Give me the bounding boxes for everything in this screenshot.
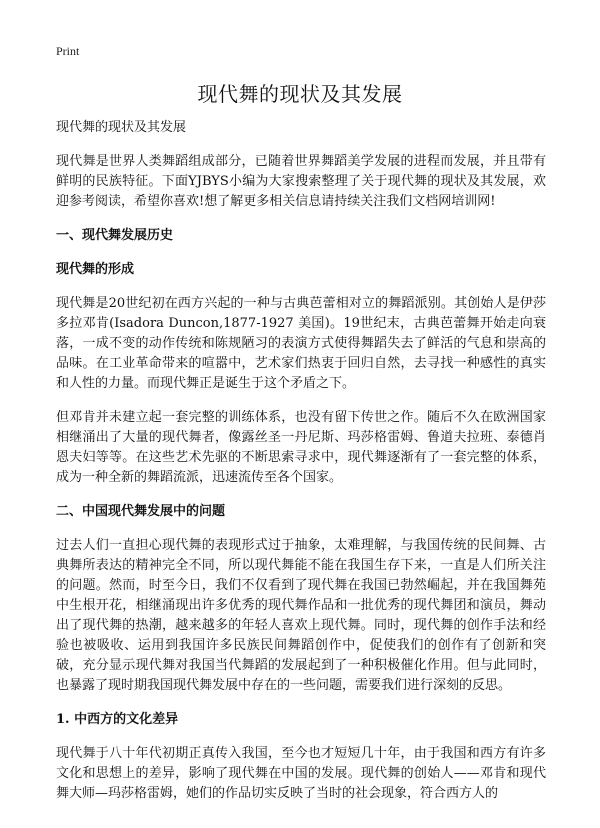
section-heading-history: 一、现代舞发展历史 (56, 228, 174, 243)
print-label: Print (56, 44, 80, 58)
document-title: 现代舞的现状及其发展 (197, 82, 403, 106)
document-subtitle: 现代舞的现状及其发展 (56, 120, 187, 135)
section-heading-problems: 二、中国现代舞发展中的问题 (56, 504, 226, 519)
subsection-heading-formation: 现代舞的形成 (56, 262, 135, 277)
culture-paragraph: 现代舞于八十年代初期正真传入我国，至今也才短短几十年，由于我国和西方有许多文化和思想上的差异，影响了现代舞在中国的发展。现代舞的创始人——邓肯和现代舞大师—玛莎格雷姆，她们的作品切实反映了当时的社会现象，符合西方人的 (56, 746, 546, 801)
history-paragraph-2: 但邓肯并未建立起一套完整的训练体系，也没有留下传世之作。随后不久在欧洲国家相继涌出了大量的现代舞者，像露丝圣一丹尼斯、玛莎格雷姆、鲁道夫拉班、泰德肖恩夫妇等等。在这些艺术先驱的不断思索寻求中，现代舞逐渐有了一套完整的体系，成为一种全新的舞蹈流派，迅速流传至各个国家。 (56, 410, 546, 485)
document-body (56, 118, 546, 818)
intro-paragraph: 现代舞是世界人类舞蹈组成部分，已随着世界舞蹈美学发展的进程而发展，并且带有鲜明的民族特征。下面YJBYS小编为大家搜索整理了关于现代舞的现状及其发展，欢迎参考阅读，希望你喜欢!想了解更多相关信息请持续关注我们文档网培训网! (56, 154, 546, 209)
subsection-heading-culture: 1. 中西方的文化差异 (56, 712, 179, 727)
problems-paragraph-1: 过去人们一直担心现代舞的表现形式过于抽象，太难理解，与我国传统的民间舞、古典舞所表达的精神完全不同，所以现代舞能不能在我国生存下来，一直是人们所关注的问题。然而，时至今日，我们不仅看到了现代舞在我国已勃然崛起，并在我国舞苑中生根开花，相继涌现出许多优秀的现代舞作品和一批优秀的现代舞团和演员，舞动出了现代舞的热潮，越来越多的年轻人喜欢上现代舞。同时，现代舞的创作手法和经验也被吸收、运用到我国许多民族民间舞蹈创作中，促使我们的创作有了创新和突破，充分显示现代舞对我国当代舞蹈的发展起到了一种积极催化作用。但与此同时，也暴露了现时期我国现代舞发展中存在的一些问题，需要我们进行深刻的反思。 (56, 538, 546, 693)
history-paragraph-1: 现代舞是20世纪初在西方兴起的一种与古典芭蕾相对立的舞蹈派别。其创始人是伊莎多拉邓肯(Isadora Duncon,1877-1927 美国)。19世纪末，古典芭蕾舞开始走向衰落，一成不变的动作传统和陈规陋习的表演方式使得舞蹈失去了鲜活的气息和崇高的品味。在工业革命带来的喧嚣中，艺术家们热衷于回归自然，去寻找一种感性的真实和人性的力量。而现代舞正是诞生于这个矛盾之下。 (56, 296, 546, 391)
